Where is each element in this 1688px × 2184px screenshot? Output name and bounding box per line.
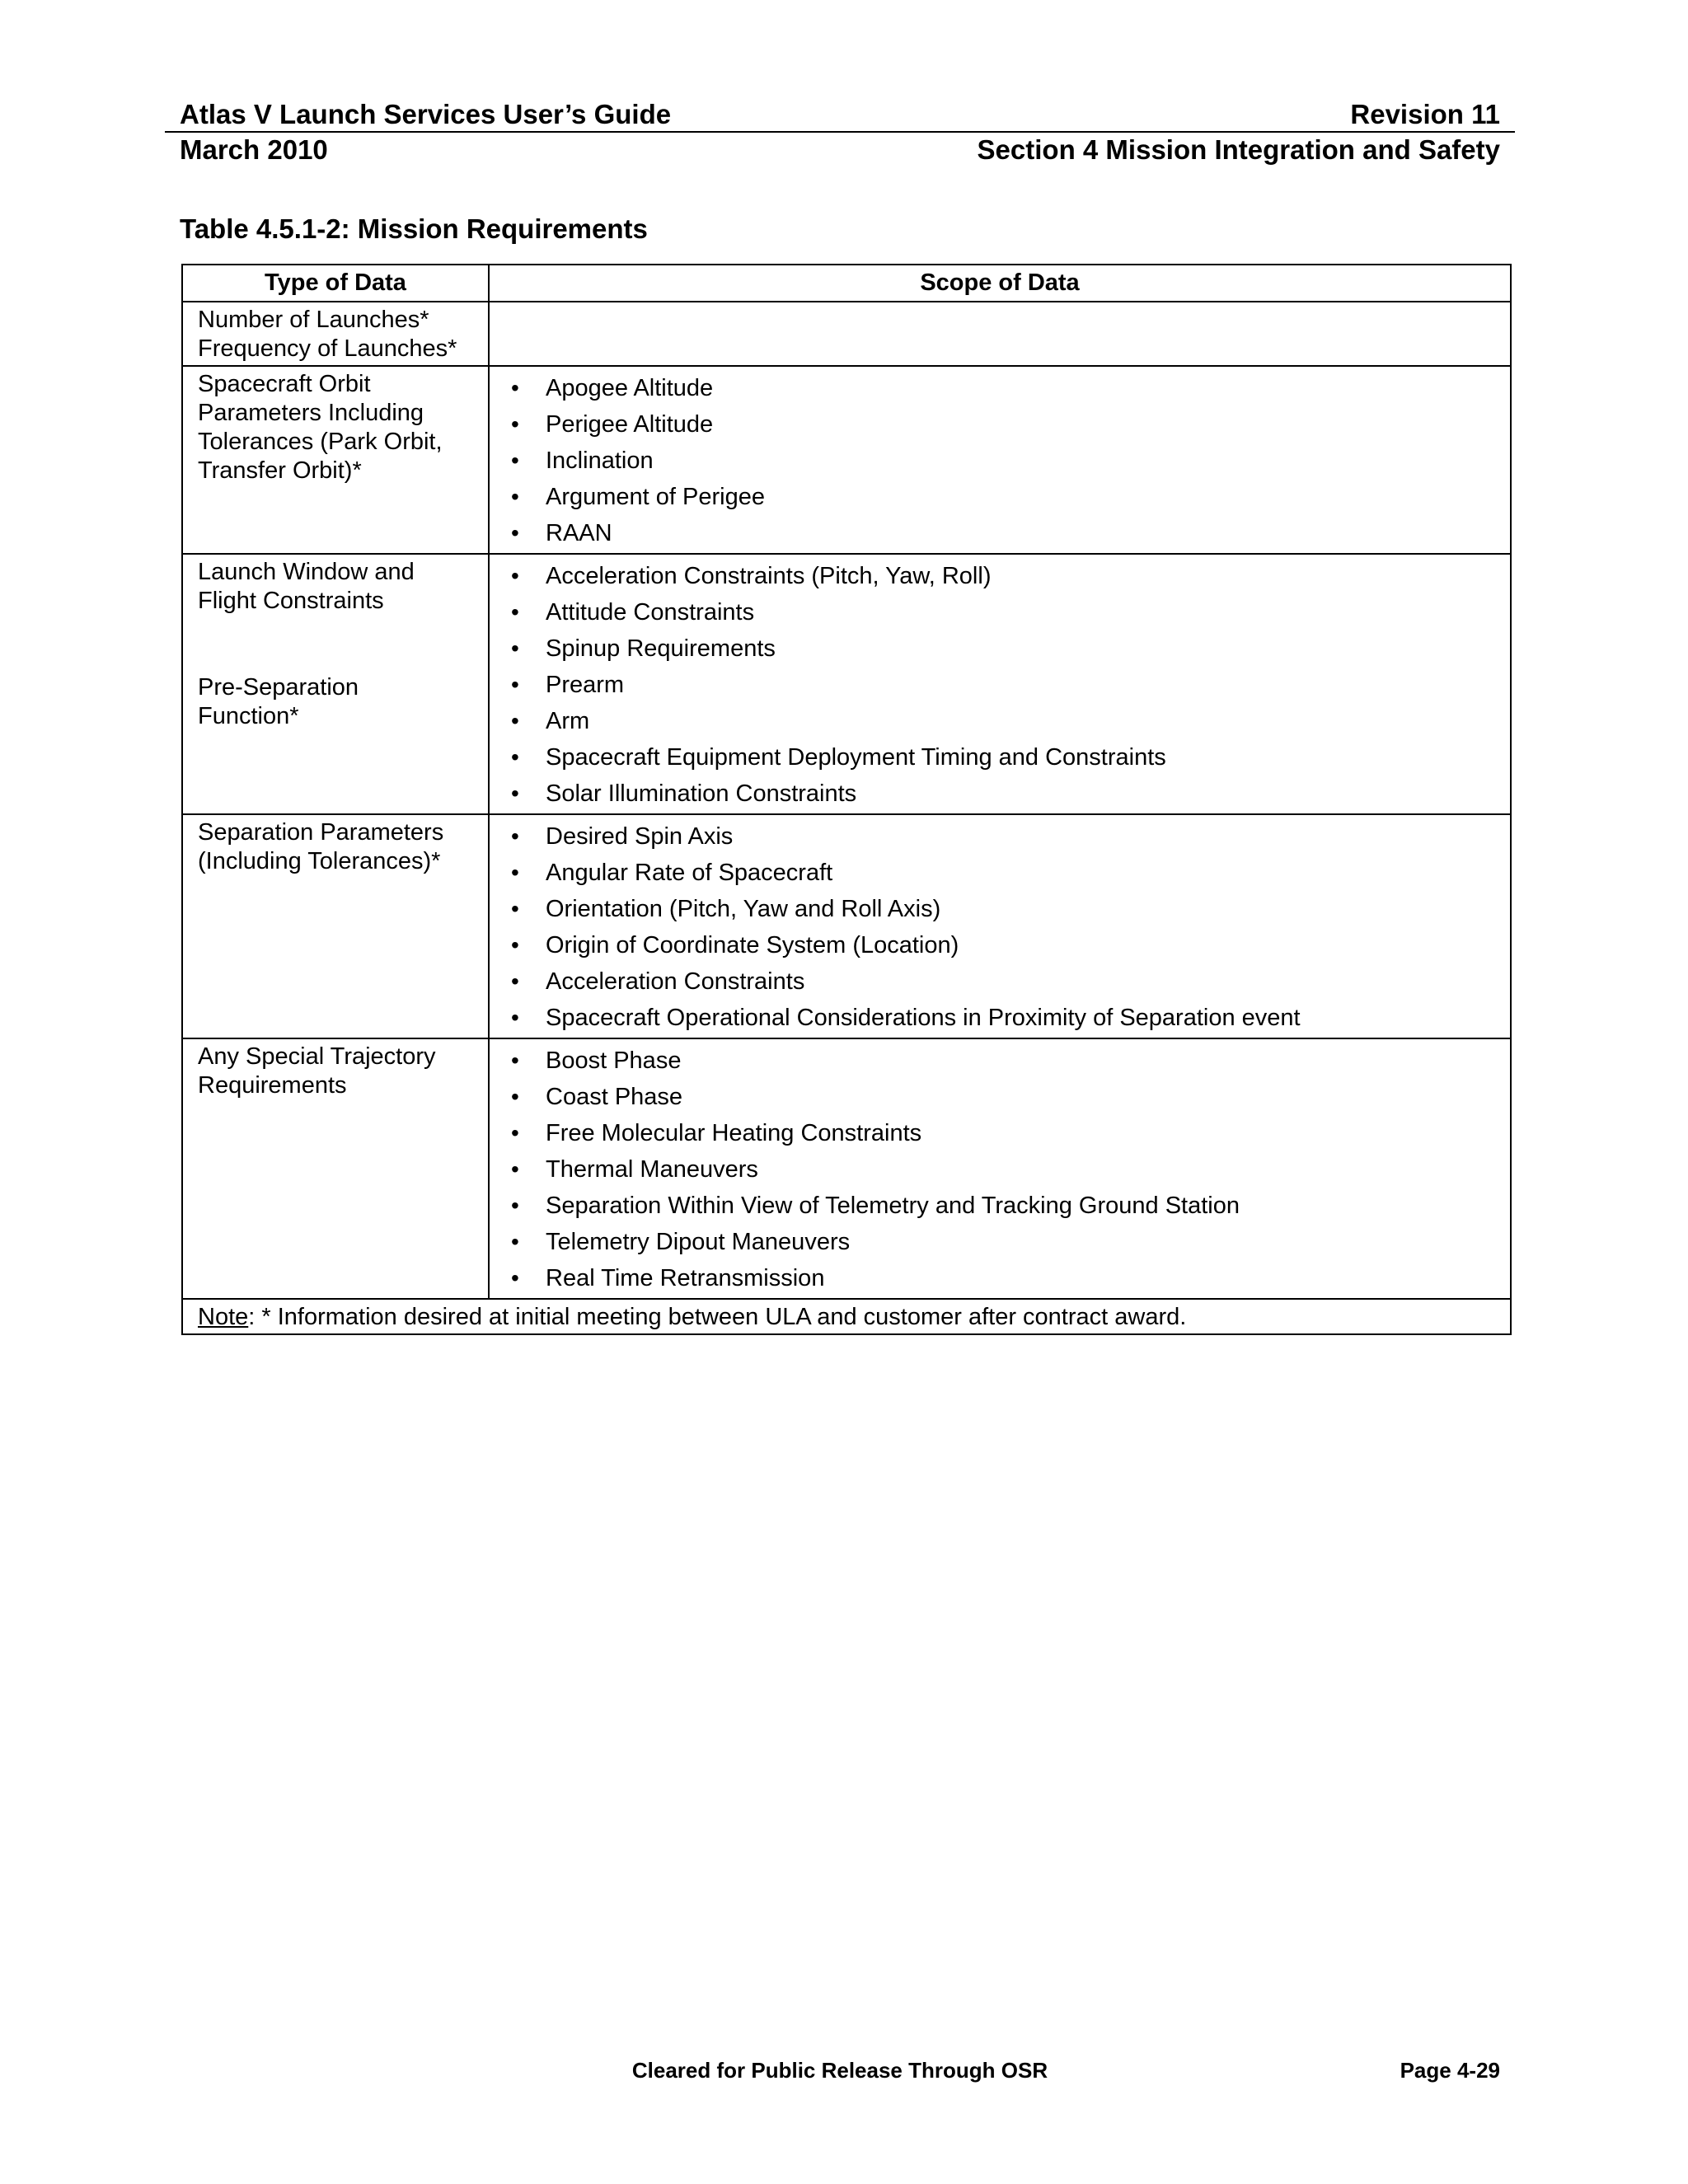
scope-of-data-cell [489, 554, 1511, 814]
scope-list-item: • Acceleration Constraints [504, 963, 1495, 1000]
scope-list [504, 1043, 1495, 1296]
scope-list-item: • Origin of Coordinate System (Location) [504, 927, 1495, 963]
scope-list-item: • Attitude Constraints [504, 594, 1495, 630]
type-of-data-line: Pre-Separation [198, 674, 359, 701]
scope-list-item: • Orientation (Pitch, Yaw and Roll Axis) [504, 891, 1495, 927]
scope-list-item: • Real Time Retransmission [504, 1260, 1495, 1296]
scope-list-item: • Desired Spin Axis [504, 818, 1495, 855]
scope-list-item: • Inclination [504, 443, 1495, 479]
revision-label: Revision 11 [1350, 99, 1500, 129]
scope-list-item: • Solar Illumination Constraints [504, 776, 1495, 812]
table-row [182, 814, 1511, 1038]
scope-list [504, 370, 1495, 551]
scope-list-item: • Separation Within View of Telemetry and Tracking Ground Station [504, 1188, 1495, 1224]
type-of-data-line: Separation Parameters [198, 819, 444, 846]
scope-list [504, 558, 1495, 812]
table-row [182, 302, 1511, 366]
note-cell [182, 1299, 1511, 1334]
scope-list-item: • Apogee Altitude [504, 370, 1495, 406]
note-label: Note [198, 1304, 249, 1330]
scope-list-item: • Telemetry Dipout Maneuvers [504, 1224, 1495, 1260]
type-of-data-line: Any Special Trajectory [198, 1043, 436, 1070]
type-of-data-spacer [198, 616, 473, 673]
document-date: March 2010 [180, 134, 328, 165]
note-text: : * Information desired at initial meeting between ULA and customer after contract award. [248, 1304, 1187, 1330]
column-header-type: Type of Data [182, 265, 489, 302]
release-statement: Cleared for Public Release Through OSR [631, 2058, 1048, 2083]
table-caption: Table 4.5.1-2: Mission Requirements [180, 213, 648, 244]
scope-list-item: • Thermal Maneuvers [504, 1151, 1495, 1188]
type-of-data-cell [182, 554, 489, 814]
type-of-data-cell [182, 1038, 489, 1299]
scope-list-item: • Arm [504, 703, 1495, 739]
note-row [182, 1299, 1511, 1334]
scope-list-item: • Argument of Perigee [504, 479, 1495, 515]
type-of-data-line: Flight Constraints [198, 588, 384, 614]
table-body [182, 302, 1511, 1299]
column-header-scope: Scope of Data [489, 265, 1511, 302]
type-of-data-cell [182, 814, 489, 1038]
type-of-data-line: Requirements [198, 1072, 347, 1099]
header-row-bottom [165, 133, 1515, 166]
page-number: Page 4-29 [1400, 2058, 1500, 2083]
mission-requirements-table [181, 264, 1512, 1335]
table-row [182, 366, 1511, 554]
page-header [165, 97, 1515, 166]
section-label: Section 4 Mission Integration and Safety [977, 134, 1500, 165]
scope-of-data-cell [489, 302, 1511, 366]
scope-of-data-cell [489, 814, 1511, 1038]
type-of-data-line: Tolerances (Park Orbit, [198, 429, 443, 455]
type-of-data-line: Function* [198, 703, 299, 729]
scope-of-data-cell [489, 366, 1511, 554]
scope-list-item: • RAAN [504, 515, 1495, 551]
document-title: Atlas V Launch Services User’s Guide [180, 99, 672, 129]
scope-list [504, 818, 1495, 1036]
scope-list-item: • Boost Phase [504, 1043, 1495, 1079]
scope-list-item: • Spacecraft Operational Considerations in Proximity of Separation event [504, 1000, 1495, 1036]
scope-list-item: • Spinup Requirements [504, 630, 1495, 667]
scope-list-item: • Acceleration Constraints (Pitch, Yaw, Roll) [504, 558, 1495, 594]
type-of-data-cell [182, 366, 489, 554]
table-row [182, 554, 1511, 814]
table-row [182, 1038, 1511, 1299]
type-of-data-line: Spacecraft Orbit [198, 371, 371, 397]
type-of-data-line: Frequency of Launches* [198, 335, 457, 362]
type-of-data-line: (Including Tolerances)* [198, 848, 441, 874]
scope-list-item: • Prearm [504, 667, 1495, 703]
scope-of-data-cell [489, 1038, 1511, 1299]
type-of-data-line: Launch Window and [198, 559, 415, 585]
type-of-data-cell [182, 302, 489, 366]
header-row-top [165, 97, 1515, 131]
scope-list-item: • Free Molecular Heating Constraints [504, 1115, 1495, 1151]
type-of-data-line: Parameters Including [198, 400, 424, 426]
scope-list-item: • Perigee Altitude [504, 406, 1495, 443]
table-header-row [182, 265, 1511, 302]
scope-list-item: • Spacecraft Equipment Deployment Timing and Constraints [504, 739, 1495, 776]
type-of-data-line: Transfer Orbit)* [198, 457, 362, 484]
scope-list-item: • Coast Phase [504, 1079, 1495, 1115]
type-of-data-line: Number of Launches* [198, 307, 429, 333]
scope-list-item: • Angular Rate of Spacecraft [504, 855, 1495, 891]
